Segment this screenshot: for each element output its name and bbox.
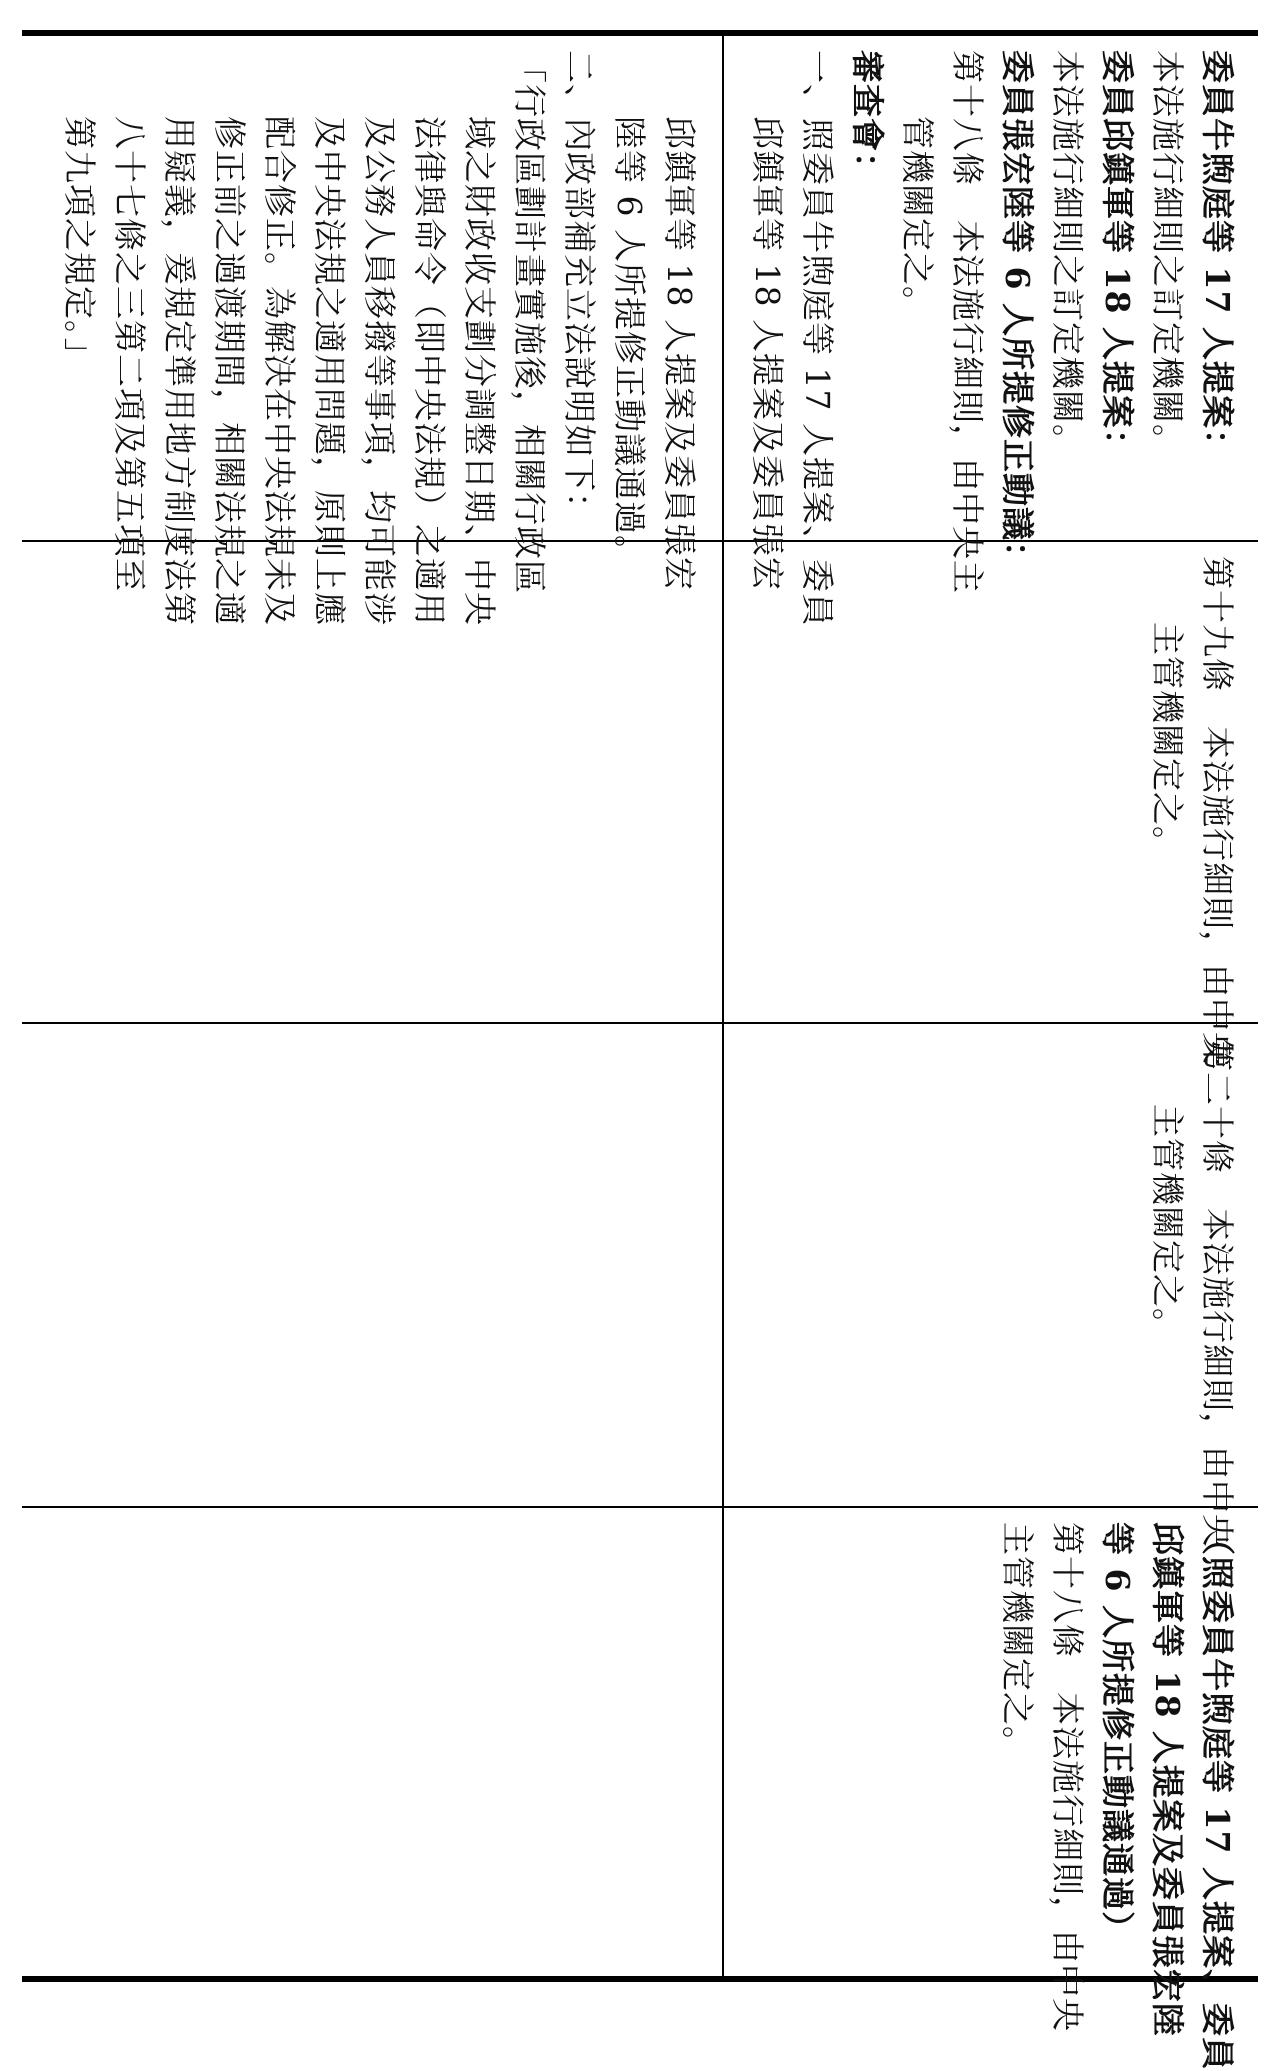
text-line: 審查會： [848,50,887,186]
text-line: 「行政區劃計畫實施後，相關行政區 [510,50,549,594]
cell-left-row3 [26,1028,718,1502]
cell-right-row3 [726,1028,1256,1548]
text-line: 邱鎮軍等 18 人提案及委員張宏陸 [1148,1522,1187,2037]
text-line: 本法施行細則之訂定機關。 [1048,50,1087,458]
cell-left-row2 [26,546,718,1018]
cell-right-row1 [726,40,1256,627]
text-line: 用疑義，爰規定準用地方制度法第 [160,116,199,626]
column-divider [722,36,724,1976]
text-line: 邱鎮軍等 18 人提案及委員張宏 [660,116,699,591]
text-line: 主管機關定之。 [998,1522,1037,1760]
text-line: 第十九條 本法施行細則，由中央 [1198,556,1237,1066]
text-line: 第九項之規定。」 [60,116,99,372]
text-line: 一、照委員牛煦庭等 17 人提案、委員 [798,50,837,627]
text-line: 及中央法規之適用問題，原則上應 [310,116,349,626]
text-line: 域之財政收支劃分調整日期、中央 [460,116,499,626]
text-line: 邱鎮軍等 18 人提案及委員張宏 [748,116,787,591]
text-line: （照委員牛煦庭等 17 人提案、委員 [1198,1522,1237,2071]
text-line: 第十八條 本法施行細則，由中央 [1048,1522,1087,2032]
text-line: 委員張宏陸等 6 人所提修正動議： [998,50,1037,575]
cell-left-row1 [26,40,718,626]
cell-right-row4 [726,1512,1256,2071]
text-line: 修正前之過渡期間，相關法規之適 [210,116,249,626]
cell-right-row2 [726,546,1256,1066]
text-line: 委員牛煦庭等 17 人提案： [1198,50,1237,463]
text-line: 第十八條 本法施行細則，由中央主 [948,50,987,594]
row-divider [22,1506,1258,1508]
text-line: 委員邱鎮軍等 18 人提案： [1098,50,1137,463]
text-line: 主管機關定之。 [1148,1104,1187,1342]
text-line: 法律與命令（即中央法規）之適用 [410,116,449,626]
text-line: 本法施行細則之訂定機關。 [1148,50,1187,458]
text-line: 配合修正。為解決在中央法規未及 [260,116,299,626]
text-line: 陸等 6 人所提修正動議通過。 [610,116,649,569]
text-line: 第二十條 本法施行細則，由中央 [1198,1038,1237,1548]
text-line: 二、內政部補充立法說明如下： [560,50,599,526]
text-line: 主管機關定之。 [1148,622,1187,860]
text-line: 等 6 人所提修正動議通過） [1098,1522,1137,1945]
cell-left-row4 [26,1512,718,1976]
text-line: 管機關定之。 [898,116,937,320]
text-line: 及公務人員移撥等事項，均可能涉 [360,116,399,626]
row-divider [22,1022,1258,1024]
text-line: 八十七條之三第二項及第五項至 [110,116,149,592]
